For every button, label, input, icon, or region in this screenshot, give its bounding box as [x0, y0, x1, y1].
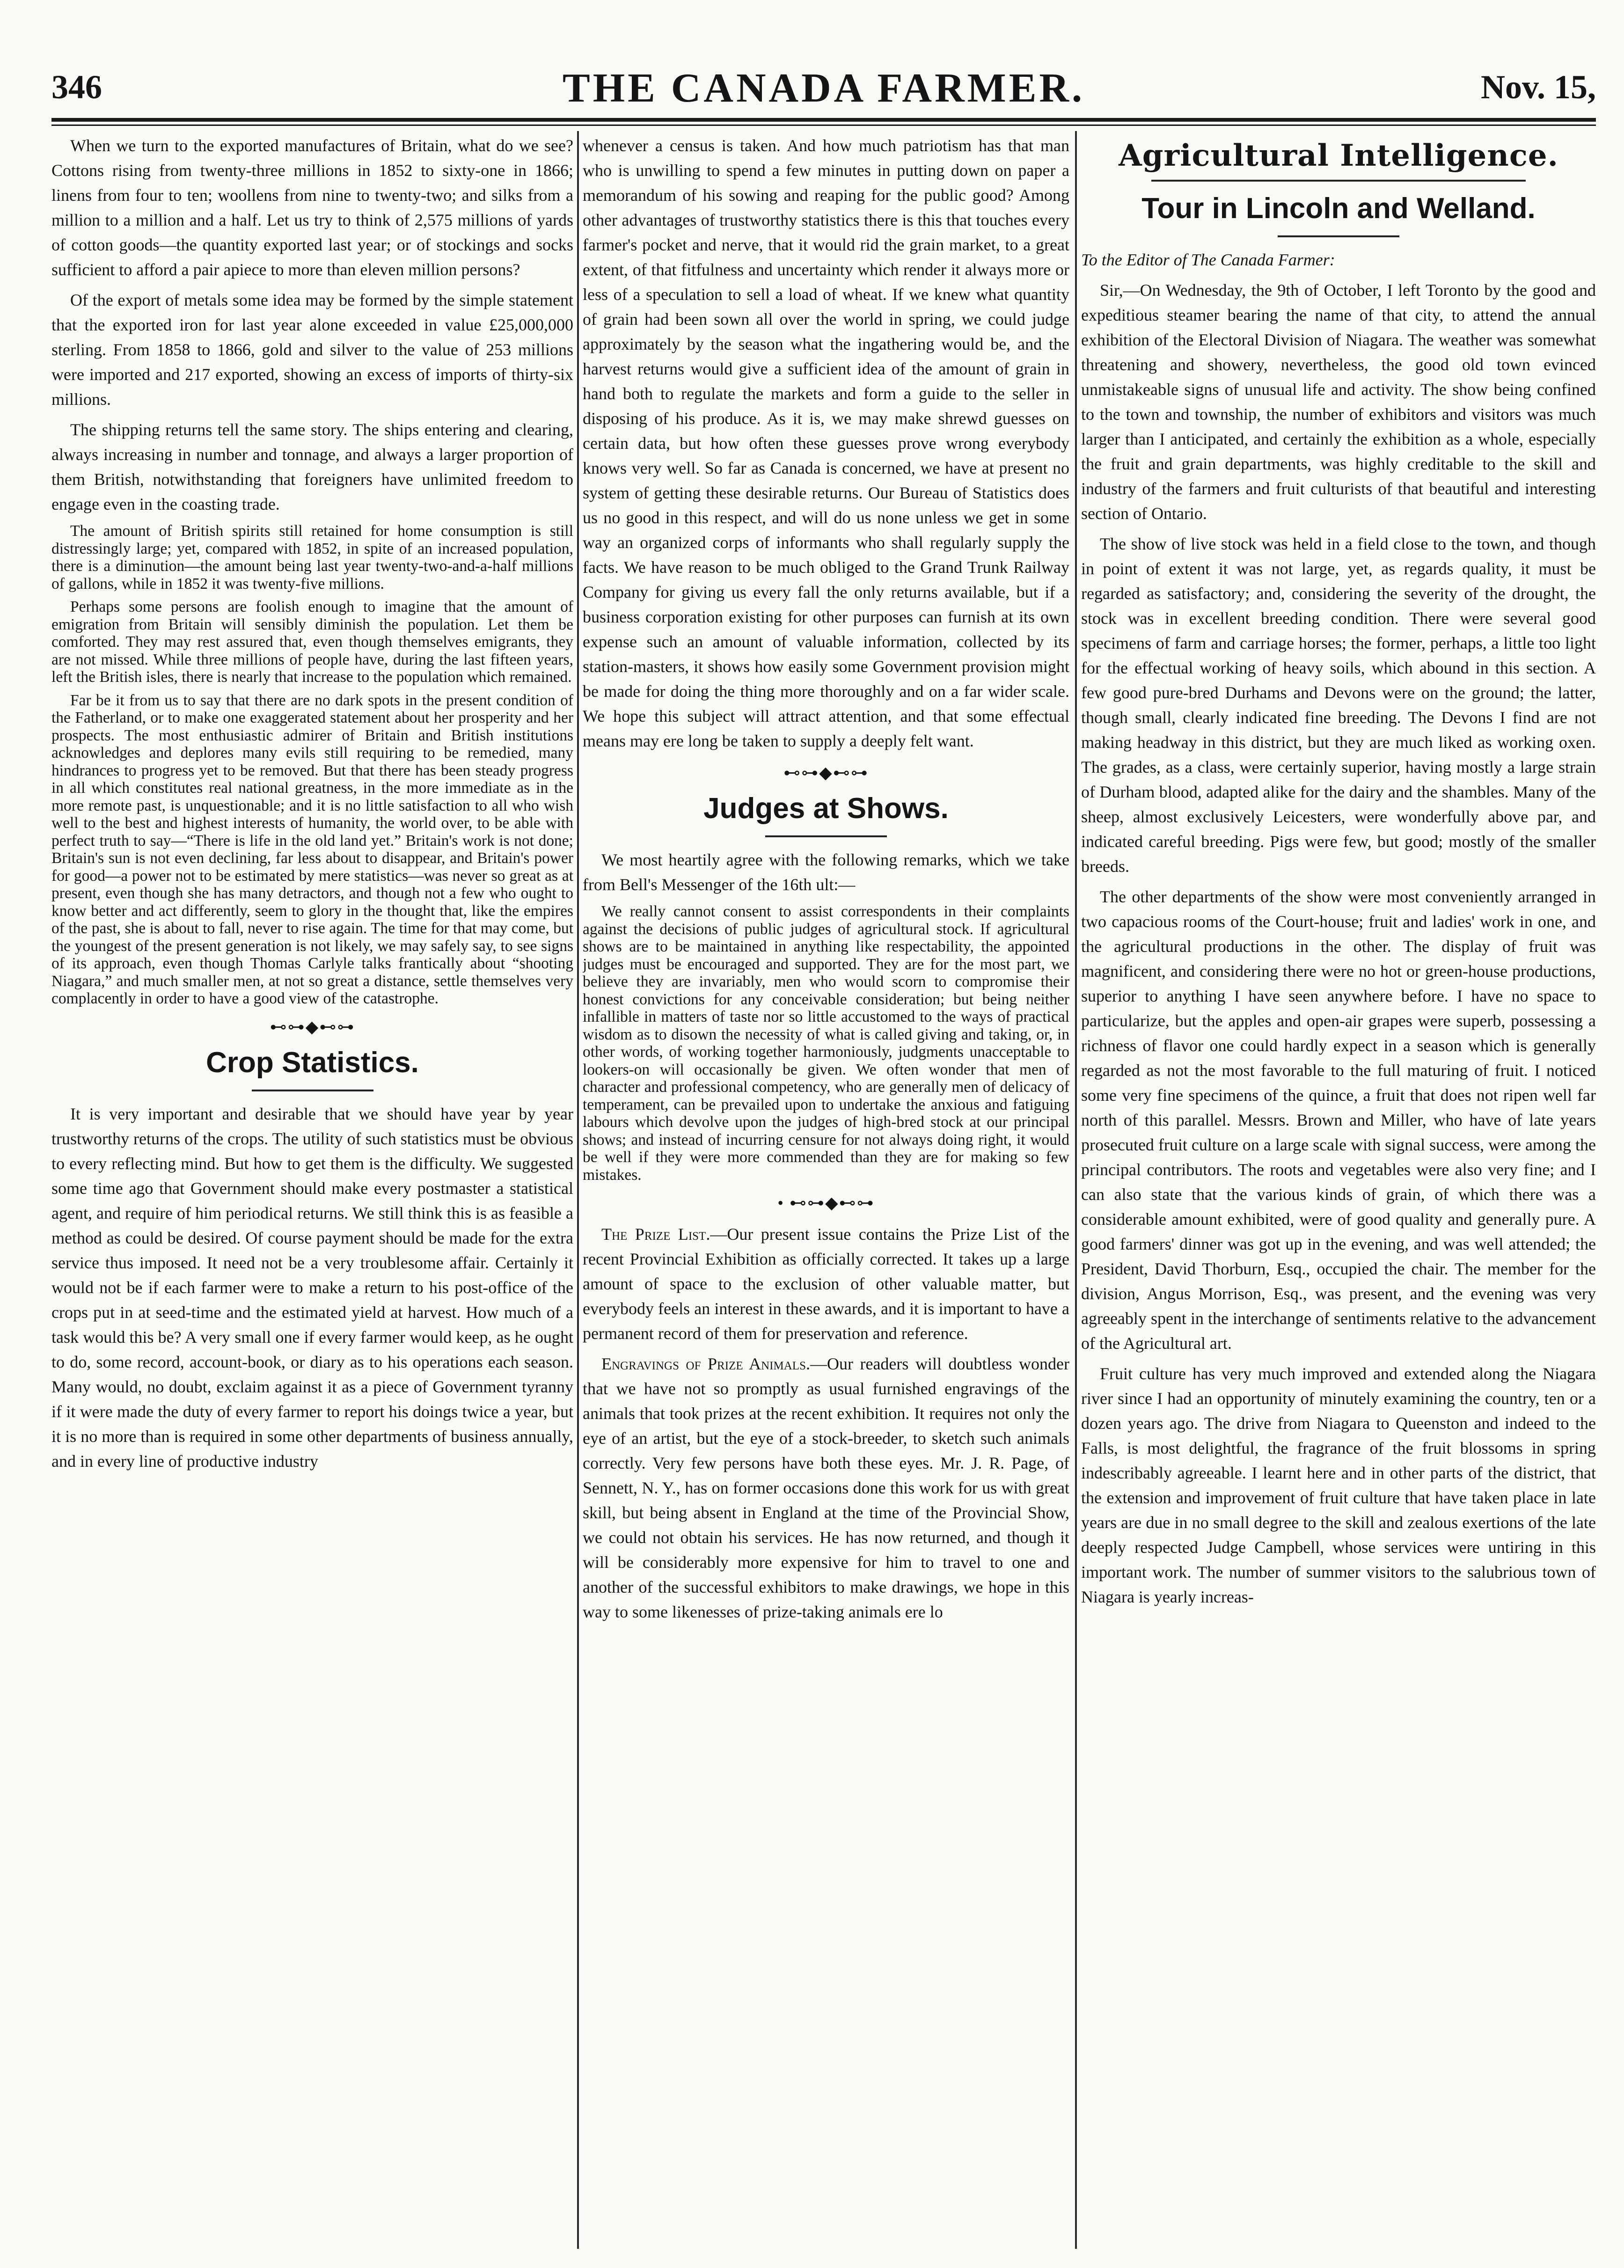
masthead	[0, 0, 1624, 112]
prize-list-paragraph	[583, 1222, 1069, 1346]
judges-at-shows-heading: Judges at Shows.	[703, 792, 949, 825]
heading-rule	[765, 835, 887, 837]
article-paragraph: Fruit culture has very much improved and extended along the Niagara river since I had an opportunity of minutely examining the country, ten or a dozen years ago. The drive from Niagara to Queenston and indeed to the Falls, is most delightful, the fragrance of the fruit blossoms in spring indescribably agreeable. I learnt here and in other parts of the district, that the extension and improvement of fruit culture that have taken place in late years are due in no small degree to the skill and zealous exertions of the late deeply respected Judge Campbell, whose services were untiring in this important work. The number of summer visitors to the salubrious town of Niagara is yearly increas-	[1081, 1364, 1596, 1606]
salutation: To the Editor of The Canada Farmer:	[1081, 250, 1335, 269]
article-paragraph: whenever a census is taken. And how much patriotism has that man who is unwilling to spend a few minutes in putting down on paper a memorandum of his sowing and reaping for the public good? Among other advantages of trustworthy statistics there is this that touches every farmer's pocket and nerve, that it would rid the grain market, to a great extent, of that fitfulness and uncertainty which render it always more or less of a speculation to sell a load of wheat. If we knew what quantity of grain had been sown all over the world in spring, we could judge approximately by the season what the ingathering would be, and the harvest returns would give a sufficient idea of the amount of grain in hand both to regulate the markets and form a guide to the seller in disposing of his produce. As it is, we may make shrewd guesses on certain data, but how often these guesses prove wrong everybody knows very well. So far as Canada is concerned, we have at present no system of getting these desirable returns. Our Bureau of Statistics does us no good in this respect, and will do us none unless we get in some way an organized corps of informants who shall regularly supply the facts. We have reason to be much obliged to the Grand Trunk Railway Company for giving us every fall the only returns available, but if a business corporation existing for other purposes can furnish at its own expense such an amount of valuable information, collected by its station-masters, it shows how easily some Government provision might be made for doing the thing more thoroughly and on a far wider scale. We hope this subject will attract attention, and that some effectual means may ere long be taken to supply a deeply felt want.	[583, 136, 1069, 750]
engravings-text: —Our readers will doubtless wonder that we have not so promptly as usual furnished engravings of the animals that took prizes at the recent exhibition. It requires not only the eye of an artist, but the eye of a stock-breeder, to sketch such animals correctly. Very few persons have both these eyes. Mr. J. R. Page, of Sennett, N. Y., has on former occasions done this work for us with great skill, but being absent in England at the time of the Provincial Show, we could not obtain his services. He has now returned, and though it will be considerably more expensive for him to travel to one and another of the successful exhibitors to make drawings, we hope in this way to some likenesses of prize-taking animals ere lo	[583, 1354, 1069, 1621]
ornament-divider: ⊷⊶◆⊷⊶	[270, 1017, 355, 1036]
column-3	[1081, 133, 1596, 2249]
article-paragraph: Perhaps some persons are foolish enough to imagine that the amount of emigration from Britain will sensibly diminish the population. Let them be comforted. They may rest assured that, even though themselves emigrants, they are not missed. While three millions of people have, during the last fifteen years, left the British isles, there is nearly that increase to the population which remained.	[51, 598, 573, 686]
masthead-rule-thin	[51, 124, 1596, 126]
ornament-divider: ⊷⊶◆⊷⊶	[783, 763, 869, 782]
prize-list-text: —Our present issue contains the Prize List of the recent Provincial Exhibition as officially corrected. It takes up a large amount of space to the exclusion of other valuable matter, but everybody feels an interest in these awards, and it is important to have a permanent record of them for preservation and reference.	[583, 1225, 1069, 1343]
heading-rule	[252, 1090, 373, 1091]
section-title: Agricultural Intelligence.	[1119, 138, 1558, 173]
article-paragraph: Sir,—On Wednesday, the 9th of October, I left Toronto by the good and expeditious steamer bearing the name of that city, to attend the annual exhibition of the Electoral Division of Niagara. The weather was somewhat threatening and showery, nevertheless, the good old town evinced unmistakeable signs of unusual life and activity. The show being confined to the town and township, the number of exhibitors and visitors was much larger than I anticipated, and certainly the exhibition as a whole, especially the fruit and grain departments, was highly creditable to the skill and industry of the farmers and fruit culturists of that beautiful and interesting section of Ontario.	[1081, 281, 1596, 523]
heading-rule	[1278, 235, 1399, 237]
article-paragraph: The amount of British spirits still retained for home consumption is still distressingly large; yet, compared with 1852, in spite of an increased population, there is a diminution—the amount being last year twenty-two-and-a-half millions of gallons, while in 1852 it was twenty-five millions.	[51, 522, 573, 593]
article-paragraph: The show of live stock was held in a field close to the town, and though in point of extent it was not large, yet, as regards quality, it must be regarded as satisfactory; and, considering the severity of the drought, the stock was in excellent breeding condition. There were several good specimens of farm and carriage horses; the former, perhaps, a little too light for the effectual working of heavy soils, which abound in this section. A few good pure-bred Durhams and Devons were on the ground; the latter, though small, clearly indicated fine breeding. The Devons I find are not making headway in this district, but they are much liked as working oxen. The grades, as a class, were certainly superior, having mostly a large strain of Durham blood, adapted alike for the dairy and the shambles. Many of the sheep, almost exclusively Leicesters, were wonderfully above par, and indicated careful breeding. Pigs were few, but good; mostly of the smaller breeds.	[1081, 534, 1596, 876]
prize-list-run-in-head: The Prize List.	[601, 1225, 710, 1244]
crop-statistics-heading: Crop Statistics.	[206, 1046, 419, 1079]
article-paragraph: Of the export of metals some idea may be formed by the simple statement that the exported iron for last year alone exceeded in value £25,000,000 sterling. From 1858 to 1866, gold and silver to the value of 253 millions were imported and 217 exported, showing an excess of imports of thirty-six millions.	[51, 291, 573, 409]
issue-date: Nov. 15,	[1480, 68, 1596, 106]
column-divider-1	[577, 131, 579, 2249]
masthead-rule	[51, 118, 1596, 122]
quoted-paragraph: We really cannot consent to assist correspondents in their complaints against the decisions of public judges of agricultural stock. If agricultural shows are to be maintained in anything like respectability, the appointed judges must be encouraged and supported. They are for the most part, we believe they are invariably, men who would scorn to compromise their honest convictions for any conceivable consideration; but being neither infallible in matters of taste nor so little accustomed to the ways of practical wisdom as to disown the necessity of what is called giving and taking, or, in other words, of working together harmoniously, judgments unacceptable to lookers-on will occasionally be given. We often wonder that men of character and professional competency, who are generally men of delicacy of temperament, can be prevailed upon to undertake the anxious and fatiguing labours which devolve upon the judges of high-bred stock at our principal shows; and instead of incurring censure for not always doing right, it would be well if they were more commended than they are for making so few mistakes.	[583, 903, 1069, 1184]
column-1	[51, 133, 573, 2249]
column-divider-2	[1075, 131, 1077, 2249]
engravings-paragraph	[583, 1352, 1069, 1624]
section-rule	[1151, 180, 1526, 182]
ornament-divider: • ⊷⊶◆⊷⊶	[777, 1193, 875, 1212]
article-paragraph: Far be it from us to say that there are no dark spots in the present condition of the Fatherland, or to make one exaggerated statement about her prosperity and her prospects. The most enthusiastic admirer of Britain and British institutions acknowledges and deplores many evils still requiring to be remedied, many hindrances to progress yet to be removed. But that there has been steady progress in all which constitutes real national greatness, in the more immediate as in the more remote past, is unquestionable; and it is no little satisfaction to all who wish well to the best and highest interests of humanity, the world over, to be able with perfect truth to say—“There is life in the old land yet.” Britain's work is not done; Britain's sun is not even declining, far less about to disappear, and Britain's power for good—a power not to be estimated by mere statistics—was never so great as at present, even though she has many detractors, and though not a few who ought to know better and act differently, seem to glory in the thought that, like the empires of the past, she is about to fall, never to rise again. The time for that may come, but the youngest of the present generation is not likely, we may safely say, to see signs of its approach, even though Thomas Carlyle talks frantically about “shooting Niagara,” and much smaller men, at not so great a distance, settle themselves very complacently in order to have a good view of the catastrophe.	[51, 691, 573, 1007]
column-2	[583, 133, 1069, 2249]
article-paragraph: When we turn to the exported manufactures of Britain, what do we see? Cottons rising from twenty-three millions in 1852 to sixty-one in 1866; linens from four to ten; woollens from nine to twenty-two; and silks from a million to a million and a half. Let us try to think of 2,575 millions of yards of cotton goods—the quantity exported last year; or of stockings and socks sufficient to afford a pair apiece to more than eleven million persons?	[51, 136, 573, 279]
article-paragraph: It is very important and desirable that we should have year by year trustworthy returns of the crops. The utility of such statistics must be obvious to every reflecting mind. But how to get them is the difficulty. We suggested some time ago that Government should make every postmaster a statistical agent, and require of him periodical returns. We still think this is as feasible a method as could be desired. Of course payment should be made for the extra service thus imposed. It need not be a very troublesome affair. Certainly it would not be if each farmer were to make a return to his post-office of the crops put in at seed-time and the estimated yield at harvest. How much of a task would this be? A very small one if every farmer would keep, as he ought to do, some record, account-book, or diary as to his operations each season. Many would, no doubt, exclaim against it as a piece of Government tyranny if it were made the duty of every farmer to report his doings twice a year, but it is no more than is required in some other departments of business annually, and in every line of productive industry	[51, 1104, 573, 1471]
newspaper-title: THE CANADA FARMER.	[563, 66, 1085, 111]
article-paragraph: We most heartily agree with the following remarks, which we take from Bell's Messenger of the 16th ult:—	[583, 850, 1069, 894]
page-number: 346	[51, 68, 102, 106]
article-paragraph: The shipping returns tell the same story. The ships entering and clearing, always increasing in number and tonnage, and always a larger proportion of them British, notwithstanding that foreigners have unlimited freedom to engage even in the coasting trade.	[51, 420, 573, 513]
engravings-run-in-head: Engravings of Prize Animals.	[601, 1354, 810, 1373]
tour-heading: Tour in Lincoln and Welland.	[1141, 192, 1536, 225]
article-paragraph: The other departments of the show were most conveniently arranged in two capacious rooms of the Court-house; fruit and ladies' work in one, and the agricultural productions in the other. The display of fruit was magnificent, and considering there were no hot or green-house productions, superior to anything I have seen anywhere before. I have no space to particularize, but the apples and open-air grapes were superb, possessing a richness of flavor one could hardly expect in a season which is generally regarded as not the most favorable to the full maturing of fruit. I noticed some very fine specimens of the quince, a fruit that does not ripen well far north of this parallel. Messrs. Brown and Miller, who have of late years prosecuted fruit culture on a large scale with signal success, were among the principal contributors. The roots and vegetables were also very fine; and I can also state that the various kinds of grain, of which there was a considerable amount exhibited, were of good quality and generally pure. A good farmers' dinner was got up in the evening, and was well attended; the President, David Thorburn, Esq., occupied the chair. The member for the division, Angus Morrison, Esq., was present, and the evening was very agreeably spent in the interchange of sentiments relative to the advancement of the Agricultural art.	[1081, 887, 1596, 1353]
